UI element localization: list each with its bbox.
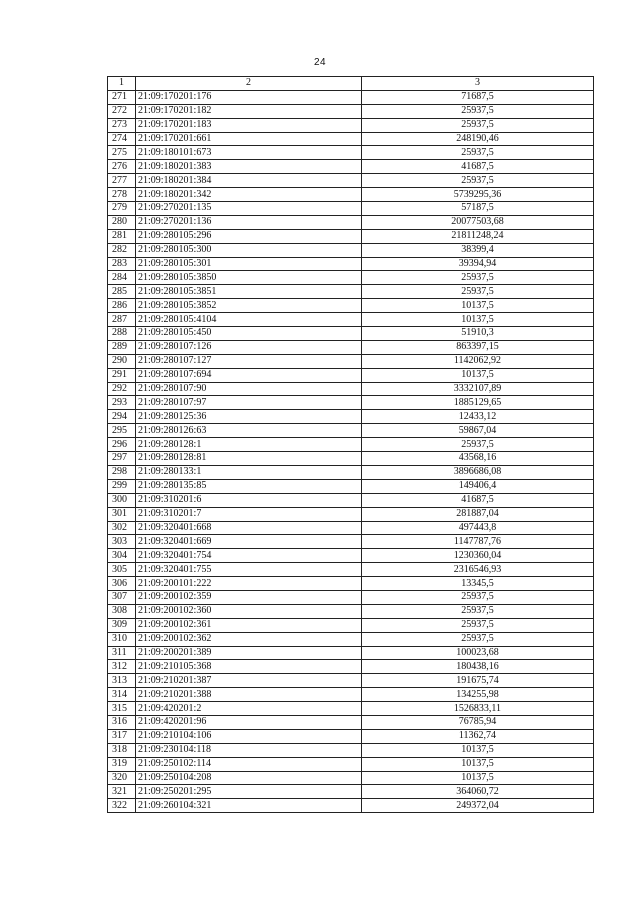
cadastral-number: 21:09:320401:669 — [136, 535, 362, 549]
row-number: 316 — [108, 715, 136, 729]
row-number: 301 — [108, 507, 136, 521]
row-number: 315 — [108, 702, 136, 716]
cadastral-value: 1885129,65 — [362, 396, 594, 410]
cadastral-value: 71687,5 — [362, 90, 594, 104]
cadastral-number: 21:09:170201:182 — [136, 104, 362, 118]
row-number: 313 — [108, 674, 136, 688]
cadastral-number: 21:09:250102:114 — [136, 757, 362, 771]
column-header-2: 2 — [136, 77, 362, 91]
table-row — [108, 382, 594, 396]
row-number: 272 — [108, 104, 136, 118]
page-number: 24 — [313, 57, 327, 68]
cadastral-value: 25937,5 — [362, 604, 594, 618]
table-row — [108, 715, 594, 729]
table-row — [108, 299, 594, 313]
cadastral-value: 25937,5 — [362, 118, 594, 132]
row-number: 312 — [108, 660, 136, 674]
row-number: 311 — [108, 646, 136, 660]
cadastral-number: 21:09:210105:368 — [136, 660, 362, 674]
cadastral-value: 1142062,92 — [362, 354, 594, 368]
row-number: 288 — [108, 327, 136, 341]
table-row — [108, 771, 594, 785]
table-row — [108, 618, 594, 632]
cadastral-value: 41687,5 — [362, 160, 594, 174]
cadastral-value: 59867,04 — [362, 424, 594, 438]
cadastral-value: 863397,15 — [362, 340, 594, 354]
cadastral-value: 20077503,68 — [362, 215, 594, 229]
cadastral-number: 21:09:280107:694 — [136, 368, 362, 382]
table-row — [108, 465, 594, 479]
row-number: 290 — [108, 354, 136, 368]
cadastral-value: 10137,5 — [362, 771, 594, 785]
table-row — [108, 646, 594, 660]
cadastral-number: 21:09:280105:3852 — [136, 299, 362, 313]
cadastral-value: 364060,72 — [362, 785, 594, 799]
row-number: 314 — [108, 688, 136, 702]
table-body — [108, 90, 594, 812]
row-number: 283 — [108, 257, 136, 271]
cadastral-number: 21:09:280105:3850 — [136, 271, 362, 285]
table-row — [108, 90, 594, 104]
table-row — [108, 688, 594, 702]
table-row — [108, 563, 594, 577]
row-number: 322 — [108, 799, 136, 813]
cadastral-value-table — [107, 76, 594, 813]
row-number: 294 — [108, 410, 136, 424]
table-row — [108, 479, 594, 493]
table-row — [108, 327, 594, 341]
cadastral-value: 5739295,36 — [362, 188, 594, 202]
cadastral-value: 1147787,76 — [362, 535, 594, 549]
cadastral-number: 21:09:180101:673 — [136, 146, 362, 160]
cadastral-number: 21:09:310201:7 — [136, 507, 362, 521]
row-number: 310 — [108, 632, 136, 646]
cadastral-number: 21:09:200201:389 — [136, 646, 362, 660]
row-number: 305 — [108, 563, 136, 577]
cadastral-number: 21:09:170201:661 — [136, 132, 362, 146]
table-row — [108, 452, 594, 466]
cadastral-value: 10137,5 — [362, 757, 594, 771]
row-number: 318 — [108, 743, 136, 757]
cadastral-value: 51910,3 — [362, 327, 594, 341]
row-number: 317 — [108, 729, 136, 743]
cadastral-value: 57187,5 — [362, 202, 594, 216]
row-number: 298 — [108, 465, 136, 479]
cadastral-value: 25937,5 — [362, 146, 594, 160]
row-number: 282 — [108, 243, 136, 257]
cadastral-value: 3896686,08 — [362, 465, 594, 479]
row-number: 292 — [108, 382, 136, 396]
table-row — [108, 785, 594, 799]
cadastral-number: 21:09:280133:1 — [136, 465, 362, 479]
row-number: 274 — [108, 132, 136, 146]
cadastral-number: 21:09:280107:126 — [136, 340, 362, 354]
row-number: 295 — [108, 424, 136, 438]
cadastral-value: 2316546,93 — [362, 563, 594, 577]
table-row — [108, 285, 594, 299]
table-row — [108, 368, 594, 382]
row-number: 300 — [108, 493, 136, 507]
table-row — [108, 535, 594, 549]
cadastral-number: 21:09:420201:2 — [136, 702, 362, 716]
row-number: 280 — [108, 215, 136, 229]
cadastral-number: 21:09:280128:81 — [136, 452, 362, 466]
row-number: 281 — [108, 229, 136, 243]
table-row — [108, 104, 594, 118]
cadastral-value: 497443,8 — [362, 521, 594, 535]
row-number: 304 — [108, 549, 136, 563]
cadastral-number: 21:09:320401:668 — [136, 521, 362, 535]
cadastral-value: 191675,74 — [362, 674, 594, 688]
table-row — [108, 493, 594, 507]
table-row — [108, 438, 594, 452]
cadastral-number: 21:09:200102:359 — [136, 590, 362, 604]
table-row — [108, 410, 594, 424]
table-row — [108, 507, 594, 521]
cadastral-number: 21:09:310201:6 — [136, 493, 362, 507]
cadastral-number: 21:09:320401:755 — [136, 563, 362, 577]
cadastral-value: 10137,5 — [362, 743, 594, 757]
table-row — [108, 632, 594, 646]
table-row — [108, 340, 594, 354]
row-number: 286 — [108, 299, 136, 313]
cadastral-value: 38399,4 — [362, 243, 594, 257]
cadastral-value: 25937,5 — [362, 104, 594, 118]
row-number: 303 — [108, 535, 136, 549]
cadastral-number: 21:09:170201:176 — [136, 90, 362, 104]
table-row — [108, 577, 594, 591]
table-row — [108, 424, 594, 438]
row-number: 276 — [108, 160, 136, 174]
row-number: 277 — [108, 174, 136, 188]
column-header-1: 1 — [108, 77, 136, 91]
cadastral-number: 21:09:280128:1 — [136, 438, 362, 452]
cadastral-value: 10137,5 — [362, 368, 594, 382]
table-row — [108, 132, 594, 146]
cadastral-value: 134255,98 — [362, 688, 594, 702]
cadastral-number: 21:09:280107:90 — [136, 382, 362, 396]
cadastral-number: 21:09:270201:136 — [136, 215, 362, 229]
cadastral-number: 21:09:180201:384 — [136, 174, 362, 188]
cadastral-value: 25937,5 — [362, 174, 594, 188]
table-row — [108, 702, 594, 716]
table-row — [108, 757, 594, 771]
table-row — [108, 743, 594, 757]
row-number: 285 — [108, 285, 136, 299]
table-row — [108, 729, 594, 743]
cadastral-number: 21:09:210104:106 — [136, 729, 362, 743]
row-number: 309 — [108, 618, 136, 632]
row-number: 302 — [108, 521, 136, 535]
cadastral-value: 249372,04 — [362, 799, 594, 813]
cadastral-value: 13345,5 — [362, 577, 594, 591]
cadastral-number: 21:09:280107:127 — [136, 354, 362, 368]
cadastral-value: 41687,5 — [362, 493, 594, 507]
row-number: 278 — [108, 188, 136, 202]
row-number: 296 — [108, 438, 136, 452]
cadastral-value: 11362,74 — [362, 729, 594, 743]
row-number: 284 — [108, 271, 136, 285]
cadastral-value: 10137,5 — [362, 299, 594, 313]
table-row — [108, 160, 594, 174]
cadastral-number: 21:09:280105:450 — [136, 327, 362, 341]
cadastral-number: 21:09:230104:118 — [136, 743, 362, 757]
cadastral-number: 21:09:180201:383 — [136, 160, 362, 174]
table-row — [108, 202, 594, 216]
cadastral-number: 21:09:420201:96 — [136, 715, 362, 729]
table-row — [108, 229, 594, 243]
row-number: 279 — [108, 202, 136, 216]
table-row — [108, 604, 594, 618]
table-row — [108, 549, 594, 563]
cadastral-number: 21:09:280105:300 — [136, 243, 362, 257]
table-row — [108, 396, 594, 410]
cadastral-value: 43568,16 — [362, 452, 594, 466]
cadastral-value: 281887,04 — [362, 507, 594, 521]
table-row — [108, 271, 594, 285]
cadastral-number: 21:09:200102:362 — [136, 632, 362, 646]
cadastral-value: 180438,16 — [362, 660, 594, 674]
cadastral-number: 21:09:200102:361 — [136, 618, 362, 632]
cadastral-number: 21:09:210201:387 — [136, 674, 362, 688]
table-row — [108, 660, 594, 674]
cadastral-number: 21:09:270201:135 — [136, 202, 362, 216]
cadastral-value: 21811248,24 — [362, 229, 594, 243]
table-row — [108, 799, 594, 813]
table-row — [108, 590, 594, 604]
cadastral-number: 21:09:200101:222 — [136, 577, 362, 591]
cadastral-number: 21:09:280135:85 — [136, 479, 362, 493]
row-number: 320 — [108, 771, 136, 785]
table-row — [108, 521, 594, 535]
row-number: 293 — [108, 396, 136, 410]
row-number: 271 — [108, 90, 136, 104]
table-row — [108, 313, 594, 327]
row-number: 291 — [108, 368, 136, 382]
cadastral-number: 21:09:280107:97 — [136, 396, 362, 410]
table-row — [108, 146, 594, 160]
cadastral-number: 21:09:200102:360 — [136, 604, 362, 618]
cadastral-number: 21:09:280105:3851 — [136, 285, 362, 299]
cadastral-value: 100023,68 — [362, 646, 594, 660]
cadastral-number: 21:09:280105:301 — [136, 257, 362, 271]
table-row — [108, 674, 594, 688]
cadastral-value: 39394,94 — [362, 257, 594, 271]
cadastral-value: 25937,5 — [362, 590, 594, 604]
cadastral-number: 21:09:170201:183 — [136, 118, 362, 132]
header-row — [108, 77, 594, 91]
table-row — [108, 188, 594, 202]
table-header — [108, 77, 594, 91]
cadastral-number: 21:09:280105:296 — [136, 229, 362, 243]
cadastral-number: 21:09:250104:208 — [136, 771, 362, 785]
table-row — [108, 215, 594, 229]
column-header-3: 3 — [362, 77, 594, 91]
row-number: 307 — [108, 590, 136, 604]
row-number: 308 — [108, 604, 136, 618]
cadastral-value: 25937,5 — [362, 438, 594, 452]
table-row — [108, 257, 594, 271]
table-row — [108, 174, 594, 188]
row-number: 321 — [108, 785, 136, 799]
row-number: 297 — [108, 452, 136, 466]
cadastral-value: 248190,46 — [362, 132, 594, 146]
row-number: 306 — [108, 577, 136, 591]
row-number: 319 — [108, 757, 136, 771]
cadastral-value: 25937,5 — [362, 285, 594, 299]
cadastral-value: 149406,4 — [362, 479, 594, 493]
cadastral-value: 12433,12 — [362, 410, 594, 424]
cadastral-value: 3332107,89 — [362, 382, 594, 396]
row-number: 273 — [108, 118, 136, 132]
cadastral-value: 10137,5 — [362, 313, 594, 327]
table-row — [108, 354, 594, 368]
table-row — [108, 243, 594, 257]
cadastral-number: 21:09:250201:295 — [136, 785, 362, 799]
cadastral-number: 21:09:260104:321 — [136, 799, 362, 813]
cadastral-number: 21:09:210201:388 — [136, 688, 362, 702]
cadastral-value: 25937,5 — [362, 618, 594, 632]
table-row — [108, 118, 594, 132]
row-number: 275 — [108, 146, 136, 160]
cadastral-value: 25937,5 — [362, 632, 594, 646]
cadastral-number: 21:09:180201:342 — [136, 188, 362, 202]
row-number: 299 — [108, 479, 136, 493]
cadastral-number: 21:09:320401:754 — [136, 549, 362, 563]
row-number: 287 — [108, 313, 136, 327]
cadastral-value: 76785,94 — [362, 715, 594, 729]
cadastral-value: 25937,5 — [362, 271, 594, 285]
cadastral-number: 21:09:280105:4104 — [136, 313, 362, 327]
cadastral-value: 1230360,04 — [362, 549, 594, 563]
cadastral-value: 1526833,11 — [362, 702, 594, 716]
row-number: 289 — [108, 340, 136, 354]
cadastral-number: 21:09:280126:63 — [136, 424, 362, 438]
cadastral-number: 21:09:280125:36 — [136, 410, 362, 424]
